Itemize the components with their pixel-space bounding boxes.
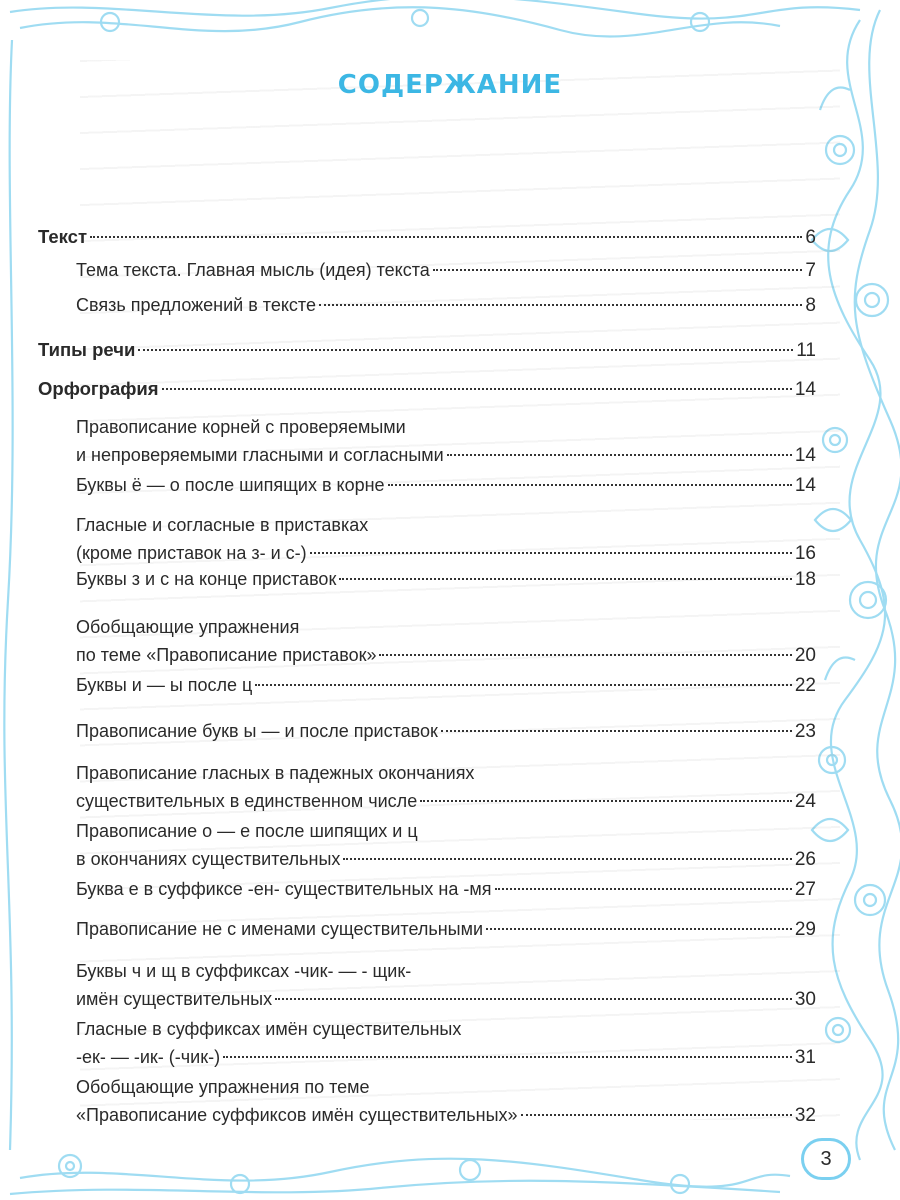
toc-entry-text: Гласные и согласные в приставках [76, 515, 369, 535]
toc-entry-text: «Правописание суффиксов имён существительных» [76, 1105, 518, 1125]
toc-entry-text: Текст [38, 226, 88, 247]
dot-leader [486, 928, 792, 930]
toc-page-number: 22 [794, 675, 816, 696]
toc-entry-text: Правописание о — е после шипящих и ц [76, 821, 418, 841]
toc-entry-text: (кроме приставок на з- и с-) [76, 543, 307, 563]
dot-leader [420, 800, 792, 802]
toc-page-number: 29 [794, 919, 816, 940]
dot-leader [433, 269, 803, 271]
toc-page-number: 27 [794, 879, 816, 900]
page-number-badge: 3 [801, 1138, 851, 1180]
toc-entry-text: Связь предложений в тексте [76, 295, 316, 315]
toc-page-number: 14 [794, 475, 816, 496]
toc-entry-text: -ек- — -ик- (-чик-) [76, 1047, 221, 1067]
toc-entry-text: Правописание не с именами существительными [76, 919, 484, 939]
dot-leader [521, 1114, 792, 1116]
toc-entry-text: Обобщающие упражнения по теме [76, 1077, 370, 1097]
toc-entry-text: Буквы ё — о после шипящих в корне [76, 475, 385, 495]
dot-leader [138, 349, 793, 351]
toc-entry-text: имён существительных [76, 989, 273, 1009]
dot-leader [343, 858, 791, 860]
toc-entry-text: Гласные в суффиксах имён существительных [76, 1019, 462, 1039]
toc-page-number: 24 [794, 791, 816, 812]
toc-page-number: 14 [794, 379, 816, 400]
toc-page-number: 8 [805, 295, 816, 316]
toc-page-number: 18 [794, 569, 816, 590]
dot-leader [90, 236, 802, 238]
toc-entry-text: Типы речи [38, 339, 136, 360]
dot-leader [275, 998, 792, 1000]
dot-leader [495, 888, 792, 890]
dot-leader [388, 484, 792, 486]
toc-entry-text: Орфография [38, 378, 159, 399]
toc-page-number: 7 [805, 260, 816, 281]
toc-entry-text: Обобщающие упражнения [76, 617, 300, 637]
dot-leader [310, 552, 792, 554]
toc-entry-text: Тема текста. Главная мысль (идея) текста [76, 260, 430, 280]
dot-leader [223, 1056, 792, 1058]
dot-leader [379, 654, 791, 656]
toc-page-number: 11 [796, 340, 816, 361]
toc-entry-text: Буква е в суффиксе -ен- существительных на -мя [76, 879, 492, 899]
toc-entry-text: Правописание гласных в падежных окончаниях [76, 763, 475, 783]
dot-leader [447, 454, 792, 456]
toc-entry-text: Буквы и — ы после ц [76, 675, 253, 695]
dot-leader [255, 684, 791, 686]
toc-page-number: 26 [794, 849, 816, 870]
dot-leader [339, 578, 792, 580]
toc-page-number: 14 [794, 445, 816, 466]
toc-page-number: 23 [794, 721, 816, 742]
toc-entry-text: Буквы ч и щ в суффиксах -чик- — - щик- [76, 961, 412, 981]
toc-page-number: 30 [794, 989, 816, 1010]
toc-entry-text: в окончаниях существительных [76, 849, 341, 869]
toc-entry-text: Буквы з и с на конце приставок [76, 569, 337, 589]
toc-entry-text: существительных в единственном числе [76, 791, 418, 811]
toc-entry-text: и непроверяемыми гласными и согласными [76, 445, 444, 465]
dot-leader [441, 730, 792, 732]
toc-entry-text: по теме «Правописание приставок» [76, 645, 377, 665]
toc-page-number: 6 [805, 227, 816, 248]
toc-page-number: 20 [794, 645, 816, 666]
dot-leader [319, 304, 802, 306]
page-title: СОДЕРЖАНИЕ [337, 70, 563, 100]
toc-entry-text: Правописание корней с проверяемыми [76, 417, 406, 437]
toc-page-number: 16 [794, 543, 816, 564]
toc-page-number: 31 [794, 1047, 816, 1068]
toc-entry-text: Правописание букв ы — и после приставок [76, 721, 438, 741]
dot-leader [162, 388, 792, 390]
toc-page-number: 32 [794, 1105, 816, 1126]
